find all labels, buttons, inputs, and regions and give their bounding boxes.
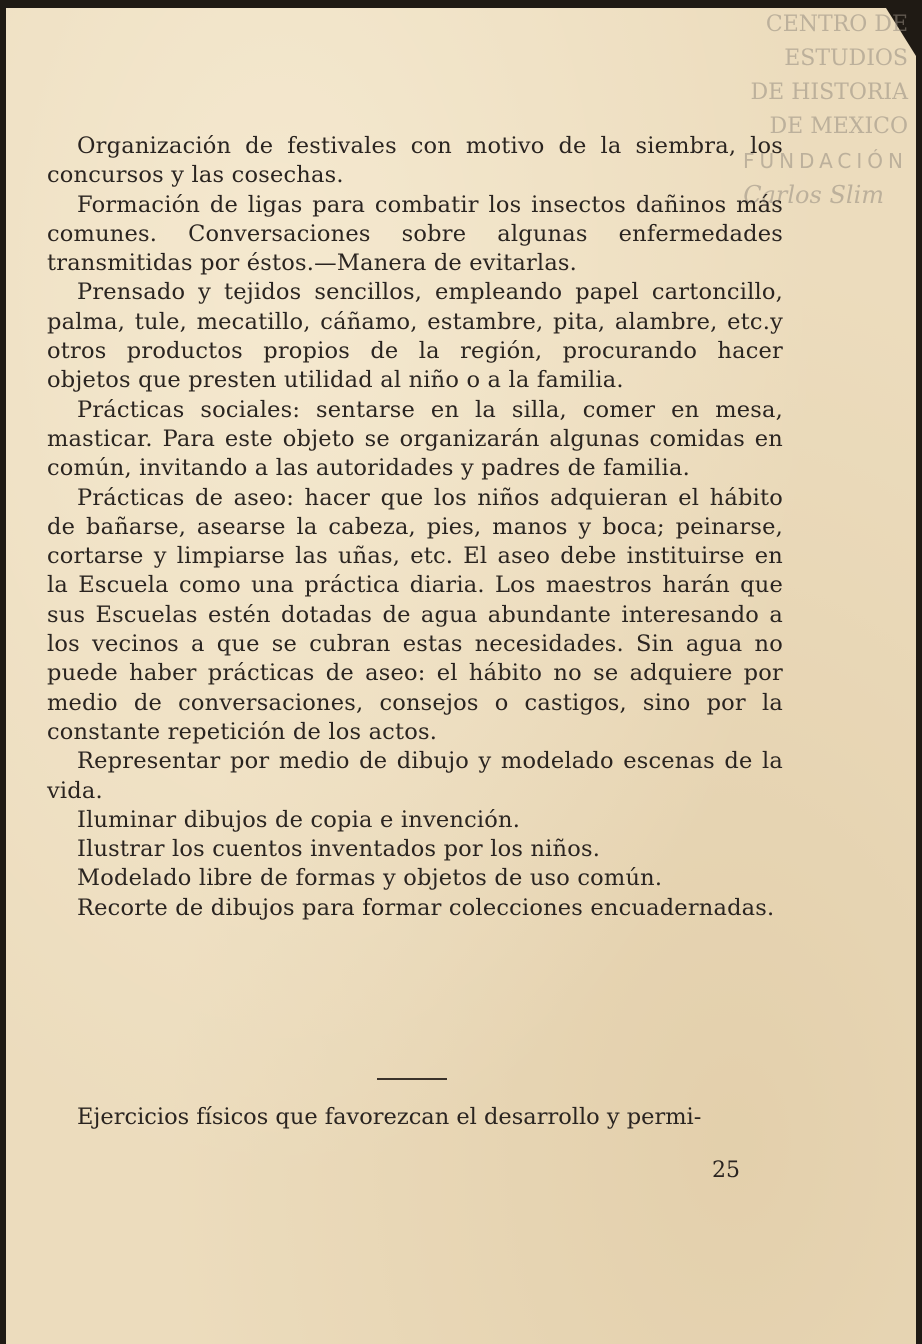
document-page [6,8,916,1344]
watermark-line-2: ESTUDIOS [784,46,908,71]
watermark-line-1: CENTRO DE [765,12,908,37]
paragraph-practicas-aseo: Prácticas de aseo: hacer que los niños adquieran el hábito de bañarse, asearse la cabeza, pies, manos y boca; peinarse, cortarse y limpiarse las uñas, etc. El aseo debe instituirse en la Escuela como una práctica diaria. Los maestros harán que sus Escuelas estén dotadas de agua abundante interesando a los vecinos a que se cubran estas necesidades. Sin agua no puede haber prácticas de aseo: el hábito no se adquiere por medio de conversaciones, consejos o castigos, sino por la constante repetición de los actos. [47,484,783,745]
paragraph-ligas: Formación de ligas para combatir los insectos dañinos más comunes. Conversaciones sobre algunas enfermedades transmitidas por éstos.—Manera de evitarlas. [47,191,783,277]
paragraph-ilustrar: Ilustrar los cuentos inventados por los niños. [77,836,601,863]
watermark-signature: Carlos Slim [743,181,884,209]
section-divider [377,1078,447,1080]
paragraph-recorte: Recorte de dibujos para formar colecciones encuadernadas. [77,894,775,921]
paragraph-iluminar: Iluminar dibujos de copia e invención. [77,806,521,833]
watermark-line-4: DE MEXICO [769,114,908,139]
watermark-line-3: DE HISTORIA [750,80,908,105]
paragraph-ejercicios: Ejercicios físicos que favorezcan el desarrollo y permi- [77,1104,702,1130]
paragraph-festivales: Organización de festivales con motivo de la siembra, los concursos y las cosechas. [47,133,783,189]
body-text [47,132,783,923]
paragraph-practicas-sociales: Prácticas sociales: sentarse en la silla, comer en mesa, masticar. Para este objeto se organizarán algunas comidas en común, invitando a las autoridades y padres de familia. [47,396,783,482]
page-number: 25 [712,1158,740,1183]
paragraph-modelado: Modelado libre de formas y objetos de uso común. [77,865,663,892]
paragraph-representar: Representar por medio de dibujo y modelado escenas de la vida. [47,748,783,804]
paragraph-prensado: Prensado y tejidos sencillos, empleando papel cartoncillo, palma, tule, mecatillo, cáñamo, estambre, pita, alambre, etc.y otros productos propios de la región, procurando hacer objetos que presten utilidad al niño o a la familia. [47,279,783,394]
watermark-line-5: FUNDACIÓN [742,149,908,173]
